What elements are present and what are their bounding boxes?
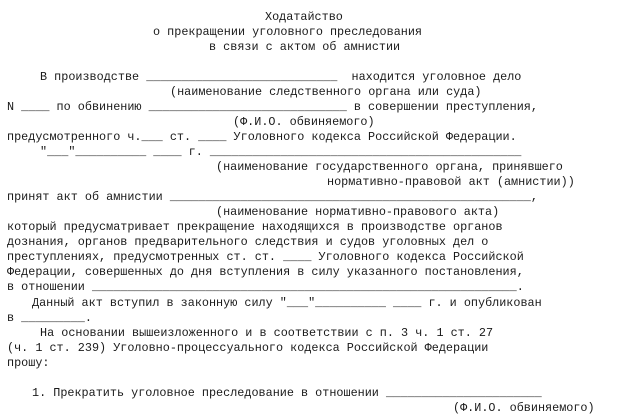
text-line-3: N ____ по обвинению ____________________________ в совершении преступления, xyxy=(7,100,538,114)
text-line-10: (наименование нормативно-правового акта) xyxy=(216,205,500,219)
text-line-22: (Ф.И.О. обвиняемого) xyxy=(453,401,595,415)
text-line-16: Данный акт вступил в законную силу "___"__________ ____ г. и опубликован xyxy=(32,296,542,310)
document-title-line-2: о прекращении уголовного преследования xyxy=(153,25,423,39)
text-line-6: "___"__________ ____ г. ____________________________________________ xyxy=(40,145,522,159)
text-line-2: (наименование следственного органа или суда) xyxy=(170,85,482,99)
text-line-21: 1. Прекратить уголовное преследование в отношении ______________________ xyxy=(32,386,542,400)
text-line-13: преступлениях, предусмотренных ст. ст. ____ Уголовного кодекса Российской xyxy=(7,250,524,264)
text-line-19: (ч. 1 ст. 239) Уголовно-процессуального кодекса Российской Федерации xyxy=(7,341,489,355)
text-line-5: предусмотренного ч.___ ст. ____ Уголовного кодекса Российской Федерации. xyxy=(7,130,517,144)
document-title-line-1: Ходатайство xyxy=(265,10,343,24)
text-line-7: (наименование государственного органа, принявшего xyxy=(216,160,563,174)
text-line-4: (Ф.И.О. обвиняемого) xyxy=(233,115,375,129)
text-line-17: в _________. xyxy=(7,311,92,325)
text-line-1: В производстве ___________________________ находится уголовное дело xyxy=(40,70,522,84)
text-line-18: На основании вышеизложенного и в соответствии с п. 3 ч. 1 ст. 27 xyxy=(40,326,494,340)
text-line-12: дознания, органов предварительного следствия и судов уголовных дел о xyxy=(7,235,489,249)
text-line-20: прошу: xyxy=(7,356,50,370)
text-line-14: Федерации, совершенных до дня вступления в силу указанного постановления, xyxy=(7,265,524,279)
text-line-8: нормативно-правовой акт (амнистии)) xyxy=(327,175,575,189)
text-line-11: который предусматривает прекращение находящихся в производстве органов xyxy=(7,220,503,234)
text-line-9: принят акт об амнистии ___________________________________________________, xyxy=(7,190,538,204)
document-title-line-3: в связи с актом об амнистии xyxy=(209,40,401,54)
text-line-15: в отношении ____________________________________________________________. xyxy=(7,280,524,294)
